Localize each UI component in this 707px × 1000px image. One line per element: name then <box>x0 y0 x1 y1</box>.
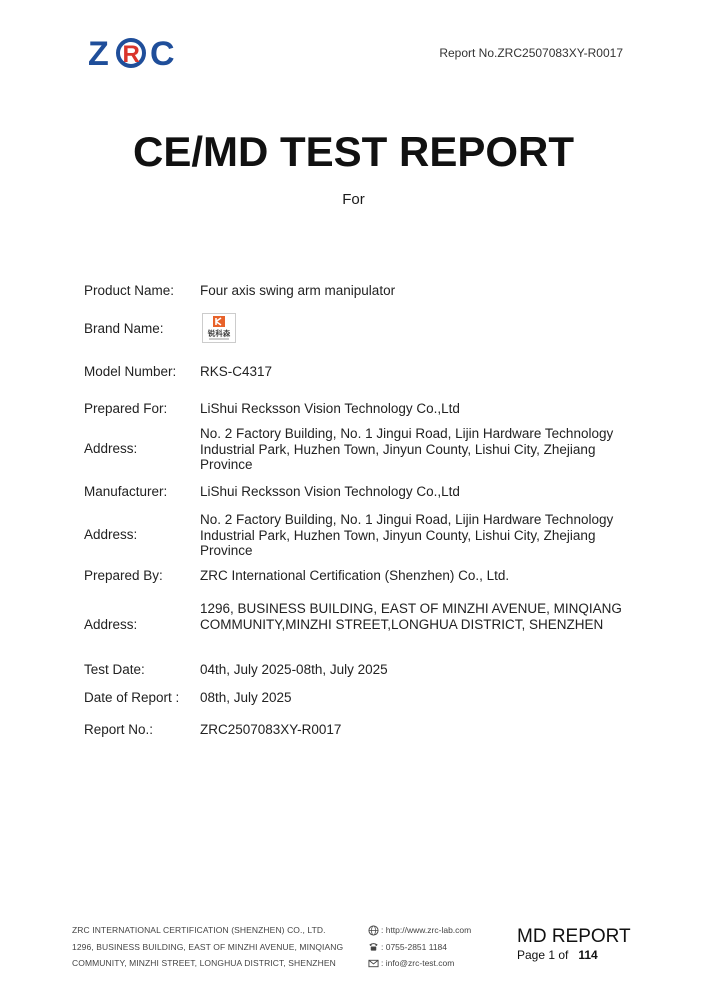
prepared-for-label: Prepared For: <box>84 401 168 416</box>
product-name-value: Four axis swing arm manipulator <box>200 283 396 298</box>
footer-phone-row <box>368 939 471 956</box>
report-number-label: Report No.: <box>84 722 154 737</box>
page-total: 114 <box>578 948 598 962</box>
page-label: Page 1 of <box>517 948 569 962</box>
page-indicator <box>517 948 598 962</box>
svg-text:R: R <box>122 41 140 68</box>
brand-name-label: Brand Name: <box>84 321 164 336</box>
svg-text:Z: Z <box>88 35 109 72</box>
brand-logo-text: 锐科森 <box>207 329 231 338</box>
footer-contacts <box>368 922 471 972</box>
report-type-label: MD REPORT <box>517 926 631 947</box>
footer-web[interactable]: : http://www.zrc-lab.com <box>381 925 472 935</box>
address-2-label: Address: <box>84 527 138 542</box>
model-number-value: RKS-C4317 <box>200 364 273 379</box>
product-name-label: Product Name: <box>84 283 175 298</box>
prepared-by-label: Prepared By: <box>84 568 163 583</box>
footer-company-info <box>72 922 343 972</box>
footer-web-row <box>368 922 471 939</box>
header-report-number: Report No.ZRC2507083XY-R0017 <box>439 46 623 60</box>
address-1-label: Address: <box>84 441 138 456</box>
footer-company-name: ZRC INTERNATIONAL CERTIFICATION (SHENZHEN) CO., LTD. <box>72 925 326 935</box>
prepared-for-value: LiShui Recksson Vision Technology Co.,Ltd <box>200 401 460 416</box>
zrc-logo <box>88 34 188 72</box>
footer-phone: : 0755-2851 1184 <box>381 941 448 952</box>
date-of-report-label: Date of Report : <box>84 690 180 705</box>
footer-email-row <box>368 955 471 972</box>
zrc-logo-mark <box>88 34 188 72</box>
model-number-label: Model Number: <box>84 364 177 379</box>
report-number-value: ZRC2507083XY-R0017 <box>200 722 342 737</box>
svg-text:C: C <box>150 35 175 72</box>
address-1-value: No. 2 Factory Building, No. 1 Jingui Road, Lijin Hardware Technology Industrial Park, Huzhen Town, Jinyun County, Lishui City, Zhejiang Province <box>200 426 614 472</box>
email-icon <box>368 958 379 969</box>
manufacturer-value: LiShui Recksson Vision Technology Co.,Ltd <box>200 484 460 499</box>
footer-email[interactable]: : info@zrc-test.com <box>381 958 455 968</box>
brand-logo-image <box>202 313 236 343</box>
date-of-report-value: 08th, July 2025 <box>200 690 292 705</box>
test-date-label: Test Date: <box>84 662 145 677</box>
footer-address-line1: 1296, BUSINESS BUILDING, EAST OF MINZHI AVENUE, MINQIANG <box>72 941 344 952</box>
brand-logo-icon <box>203 314 235 342</box>
globe-icon <box>368 925 379 936</box>
address-3-value: 1296, BUSINESS BUILDING, EAST OF MINZHI AVENUE, MINQIANG COMMUNITY,MINZHI STREET,LONGHUA DISTRICT, SHENZHEN <box>200 601 622 632</box>
address-3-label: Address: <box>84 617 138 632</box>
test-date-value: 04th, July 2025-08th, July 2025 <box>200 662 388 677</box>
phone-icon <box>368 941 379 952</box>
manufacturer-label: Manufacturer: <box>84 484 168 499</box>
prepared-by-value: ZRC International Certification (Shenzhen) Co., Ltd. <box>200 568 510 583</box>
for-label: For <box>342 191 365 208</box>
address-2-value: No. 2 Factory Building, No. 1 Jingui Road, Lijin Hardware Technology Industrial Park, Huzhen Town, Jinyun County, Lishui City, Zhejiang Province <box>200 512 614 558</box>
footer-address-line2: COMMUNITY, MINZHI STREET, LONGHUA DISTRICT, SHENZHEN <box>72 958 336 968</box>
page-title: CE/MD TEST REPORT <box>132 128 575 175</box>
